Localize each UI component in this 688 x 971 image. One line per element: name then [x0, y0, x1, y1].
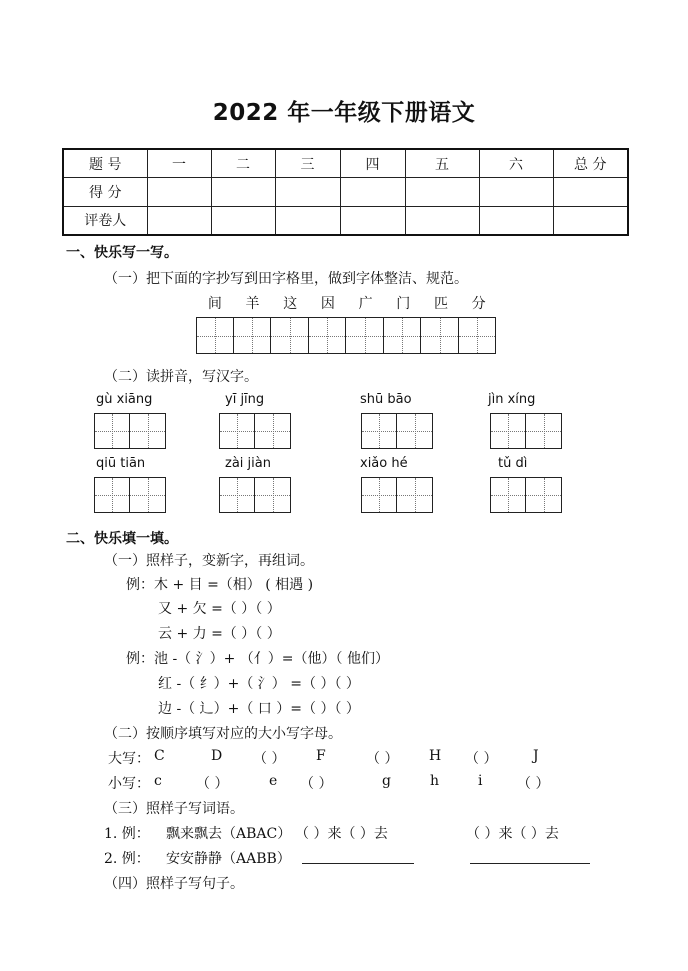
pinyin-answer-grid: [219, 413, 291, 449]
score-table-header-row: [63, 149, 628, 178]
tianzi-cell[interactable]: [397, 413, 433, 449]
pinyin-label: zài jiàn: [225, 456, 271, 471]
tianzi-cell[interactable]: [361, 413, 397, 449]
answer-underline[interactable]: [470, 848, 590, 864]
score-header-cell: 题 号: [63, 149, 147, 178]
tianzi-cell[interactable]: [196, 317, 234, 354]
pinyin-label: yī jīng: [225, 392, 265, 407]
lowercase-item: h: [430, 773, 440, 789]
section-2-heading: 二、快乐填一填。: [66, 531, 178, 547]
tianzi-cell[interactable]: [421, 317, 459, 354]
tianzi-cell[interactable]: [130, 477, 166, 513]
score-cell[interactable]: [405, 178, 479, 206]
score-row-label: 得 分: [63, 178, 147, 206]
score-header-cell: 五: [405, 149, 479, 178]
grader-cell[interactable]: [147, 206, 211, 235]
pinyin-answer-grid: [361, 477, 433, 513]
uppercase-item: J: [533, 748, 539, 764]
exercise-line: 又 + 欠 =（ ）（ ）: [158, 601, 281, 617]
copy-instruction: （一）把下面的字抄写到田字格里，做到字体整洁、规范。: [104, 271, 468, 287]
grader-cell[interactable]: [340, 206, 405, 235]
tianzi-cell[interactable]: [255, 477, 291, 513]
pinyin-answer-grid: [94, 477, 166, 513]
score-header-cell: 二: [211, 149, 275, 178]
words-line-2-example: 安安静静（AABB）: [166, 851, 291, 867]
copy-characters: [196, 293, 498, 313]
exercise-line: 红 -（ 纟）+（ 氵） =（ ）（ ）: [158, 676, 360, 692]
words-instruction: （三）照样子写词语。: [104, 801, 244, 817]
pinyin-label: qiū tiān: [96, 456, 146, 471]
score-cell[interactable]: [275, 178, 340, 206]
lowercase-blank[interactable]: （ ）: [196, 776, 229, 792]
words-line-1-blank[interactable]: （ ）来（ ）去: [295, 826, 388, 842]
pinyin-answer-grid: [490, 477, 562, 513]
uppercase-item: D: [211, 748, 223, 764]
score-cell[interactable]: [553, 178, 628, 206]
tianzi-cell[interactable]: [361, 477, 397, 513]
exercise-line: 例：池 -（ 氵）+ （亻）=（他）（ 他们）: [126, 651, 389, 667]
tianzi-cell[interactable]: [526, 413, 562, 449]
pinyin-answer-grid: [94, 413, 166, 449]
grader-cell[interactable]: [405, 206, 479, 235]
score-header-cell: 总 分: [553, 149, 628, 178]
uppercase-item: C: [154, 748, 165, 764]
uppercase-item: H: [429, 748, 442, 764]
copy-char: 匹: [433, 296, 448, 312]
copy-char: 间: [207, 296, 222, 312]
answer-underline[interactable]: [302, 848, 414, 864]
tianzi-cell[interactable]: [255, 413, 291, 449]
tianzi-cell[interactable]: [271, 317, 309, 354]
lowercase-item: c: [154, 773, 162, 789]
uppercase-label: 大写：: [108, 751, 150, 767]
copy-char: 羊: [245, 296, 260, 312]
score-header-cell: 一: [147, 149, 211, 178]
letters-instruction: （二）按顺序填写对应的大小写字母。: [104, 726, 342, 742]
exercise-line: 边 -（ 辶）+（ 口 ）=（ ）（ ）: [158, 701, 360, 717]
tianzi-cell[interactable]: [219, 477, 255, 513]
copy-char: 因: [320, 296, 335, 312]
copy-char: 广: [358, 296, 373, 312]
tianzi-cell[interactable]: [397, 477, 433, 513]
pinyin-label: gù xiāng: [96, 392, 153, 407]
copy-char: 这: [283, 296, 298, 312]
grader-cell[interactable]: [479, 206, 553, 235]
score-header-cell: 六: [479, 149, 553, 178]
tianzi-cell[interactable]: [526, 477, 562, 513]
lowercase-blank[interactable]: （ ）: [517, 776, 550, 792]
copy-char: 门: [396, 296, 411, 312]
uppercase-blank[interactable]: （ ）: [253, 751, 286, 767]
tianzi-cell[interactable]: [346, 317, 384, 354]
pinyin-label: xiǎo hé: [360, 456, 408, 471]
words-line-1-prefix: 1. 例：: [104, 826, 150, 842]
tianzi-cell[interactable]: [130, 413, 166, 449]
score-cell[interactable]: [147, 178, 211, 206]
tianzi-cell[interactable]: [490, 477, 526, 513]
score-header-cell: 三: [275, 149, 340, 178]
score-cell[interactable]: [340, 178, 405, 206]
grader-row-label: 评卷人: [63, 206, 147, 235]
sentence-instruction: （四）照样子写句子。: [104, 876, 244, 892]
page-title: 2022 年一年级下册语文: [212, 100, 476, 126]
pinyin-answer-grid: [361, 413, 433, 449]
pinyin-instruction: （二）读拼音，写汉字。: [104, 369, 258, 385]
score-cell[interactable]: [211, 178, 275, 206]
new-char-instruction: （一）照样子，变新字，再组词。: [104, 553, 314, 569]
tianzi-cell[interactable]: [219, 413, 255, 449]
score-cell[interactable]: [479, 178, 553, 206]
grader-cell[interactable]: [275, 206, 340, 235]
uppercase-blank[interactable]: （ ）: [465, 751, 498, 767]
exercise-line: 例：木 + 目 =（相） ( 相遇 ): [126, 577, 314, 593]
grader-cell[interactable]: [553, 206, 628, 235]
copy-writing-grid: [196, 317, 496, 354]
uppercase-item: F: [316, 748, 326, 764]
pinyin-label: shū bāo: [360, 392, 412, 407]
tianzi-cell[interactable]: [490, 413, 526, 449]
tianzi-cell[interactable]: [459, 317, 496, 354]
pinyin-answer-grid: [219, 477, 291, 513]
pinyin-answer-grid: [490, 413, 562, 449]
lowercase-item: g: [382, 773, 391, 789]
score-header-cell: 四: [340, 149, 405, 178]
words-line-1-example: 飘来飘去（ABAC）: [166, 826, 292, 842]
lowercase-label: 小写：: [108, 776, 150, 792]
score-table: [62, 148, 629, 236]
tianzi-cell[interactable]: [94, 477, 130, 513]
exercise-line: 云 + 力 =（ ）（ ）: [158, 626, 281, 642]
tianzi-cell[interactable]: [94, 413, 130, 449]
section-1-heading: 一、快乐写一写。: [66, 245, 178, 261]
lowercase-item: i: [478, 773, 483, 789]
grader-row: [63, 206, 628, 235]
grader-cell[interactable]: [211, 206, 275, 235]
pinyin-label: jìn xíng: [488, 392, 536, 407]
tianzi-cell[interactable]: [309, 317, 346, 354]
score-row: [63, 178, 628, 206]
copy-char: 分: [471, 296, 486, 312]
lowercase-blank[interactable]: （ ）: [300, 776, 333, 792]
tianzi-cell[interactable]: [384, 317, 421, 354]
uppercase-blank[interactable]: （ ）: [366, 751, 399, 767]
words-line-1-blank[interactable]: （ ）来（ ）去: [466, 826, 559, 842]
tianzi-cell[interactable]: [234, 317, 271, 354]
lowercase-item: e: [269, 773, 278, 789]
pinyin-label: tǔ dì: [498, 456, 528, 471]
words-line-2-prefix: 2. 例：: [104, 851, 150, 867]
